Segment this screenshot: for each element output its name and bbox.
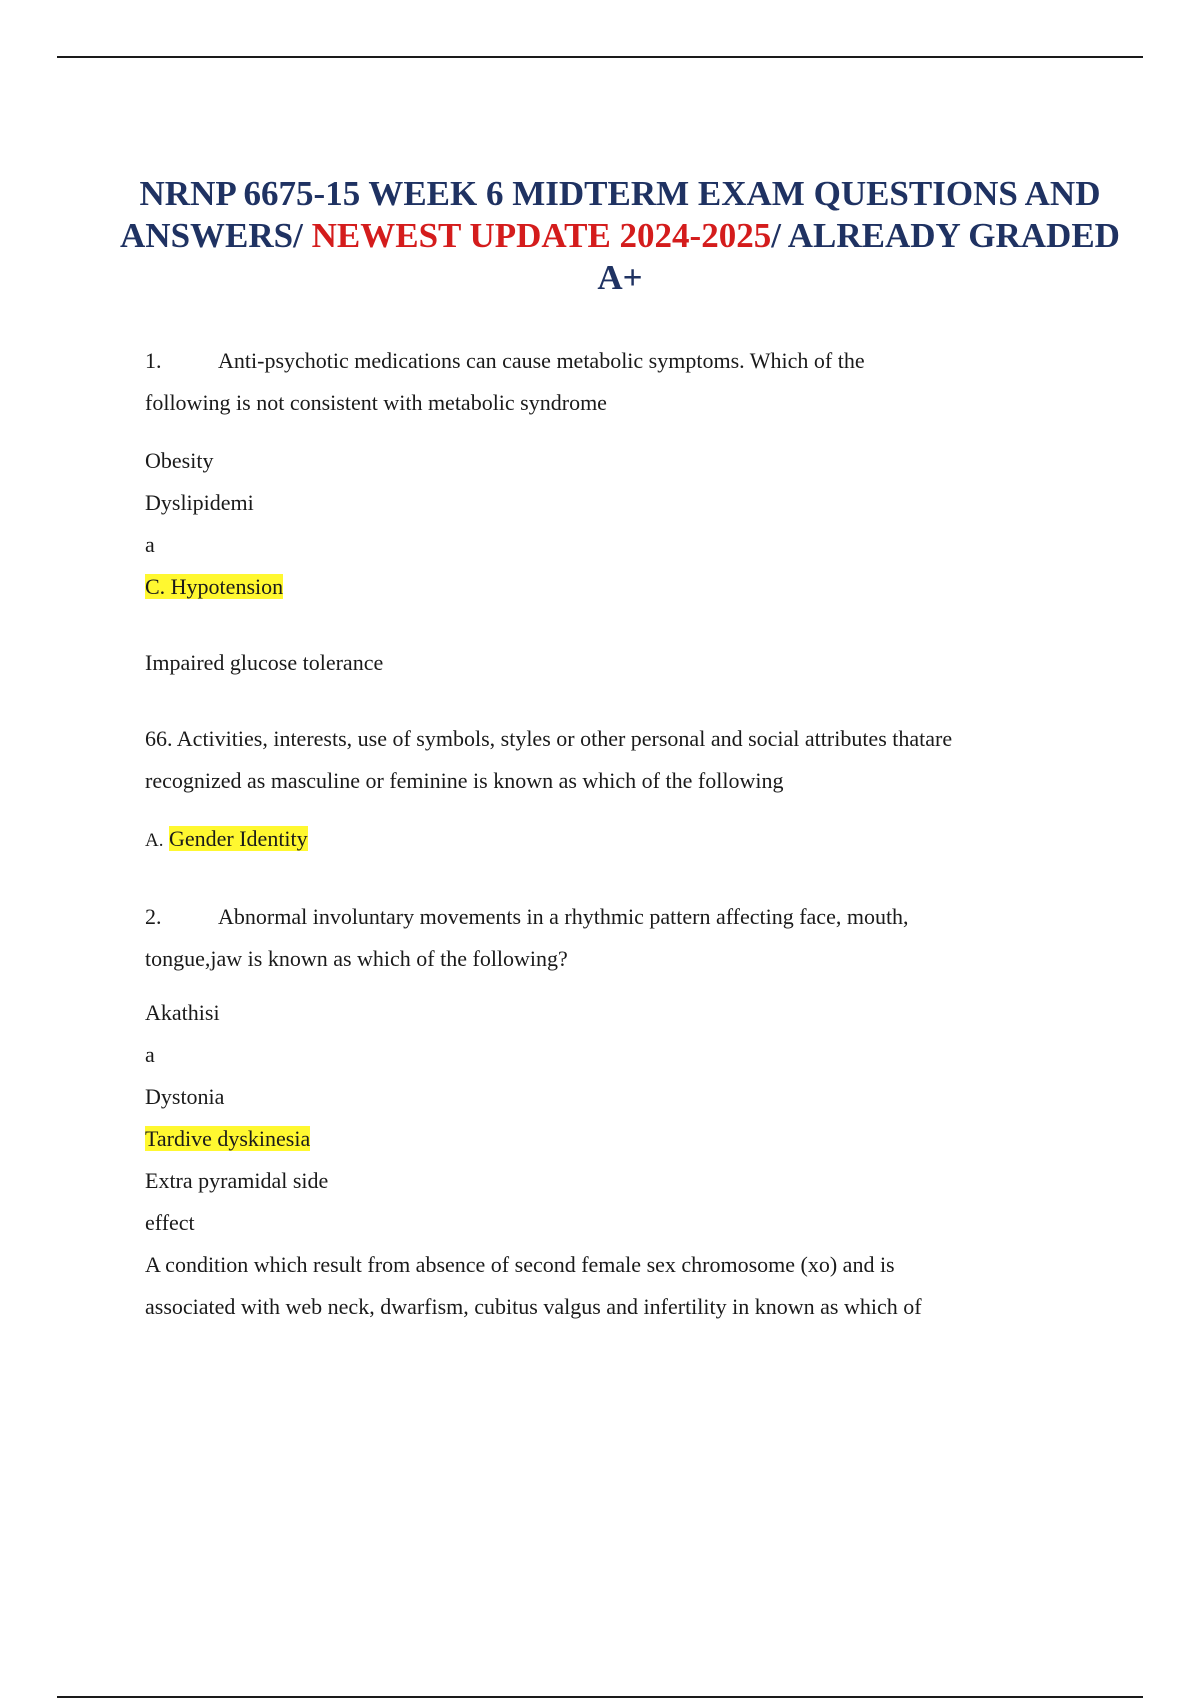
answer-option: Dyslipidemi: [145, 490, 254, 515]
answer-option: Akathisi: [145, 1000, 220, 1025]
answer-option: Dystonia: [145, 1084, 225, 1109]
answer-highlight: Gender Identity: [168, 826, 308, 851]
correct-answer-option: [145, 1118, 1065, 1160]
document-title: [110, 173, 1130, 299]
answer-option: Extra pyramidal side: [145, 1168, 329, 1193]
correct-answer-option: [145, 818, 1065, 862]
question-text-line: 2. Abnormal involuntary movements in a rhythmic pattern affecting face, mouth,: [145, 896, 1065, 938]
title-part-2: / ALREADY GRADED A+: [597, 216, 1120, 297]
answer-letter: A.: [145, 830, 164, 851]
answer-highlight: Tardive dyskinesia: [145, 1126, 311, 1151]
question-number: 2.: [145, 904, 162, 929]
answer-option: a: [145, 532, 155, 557]
answer-option: Obesity: [145, 448, 214, 473]
answer-highlight: C. Hypotension: [145, 574, 284, 599]
question-66: [145, 718, 1065, 862]
question-3: [145, 1244, 1065, 1328]
question-text-line: associated with web neck, dwarfism, cubitus valgus and infertility in known as which of: [145, 1294, 922, 1319]
question-1: [145, 340, 1065, 684]
question-text-line: A condition which result from absence of second female sex chromosome (xo) and is: [145, 1252, 895, 1277]
answer-option: Impaired glucose tolerance: [145, 650, 384, 675]
question-text-line: tongue,jaw is known as which of the following?: [145, 946, 568, 971]
title-part-1: NRNP 6675-15 WEEK 6 MIDTERM EXAM QUESTIONS AND ANSWERS/: [120, 174, 1101, 255]
question-text-line: following is not consistent with metabolic syndrome: [145, 390, 607, 415]
footer-rule: [57, 1696, 1143, 1698]
question-number: 1.: [145, 348, 162, 373]
answer-option: a: [145, 1042, 155, 1067]
correct-answer-option: [145, 566, 1065, 608]
question-2: [145, 896, 1065, 1244]
question-text-line: 66. Activities, interests, use of symbols, styles or other personal and social attributes thatare: [145, 726, 953, 751]
question-text-line: recognized as masculine or feminine is known as which of the following: [145, 768, 784, 793]
document-body: [145, 340, 1065, 1328]
question-text-line: 1. Anti-psychotic medications can cause metabolic symptoms. Which of the: [145, 340, 1065, 382]
title-update-highlight: NEWEST UPDATE 2024-2025: [311, 216, 772, 255]
header-rule: [57, 56, 1143, 58]
answer-option: effect: [145, 1210, 195, 1235]
